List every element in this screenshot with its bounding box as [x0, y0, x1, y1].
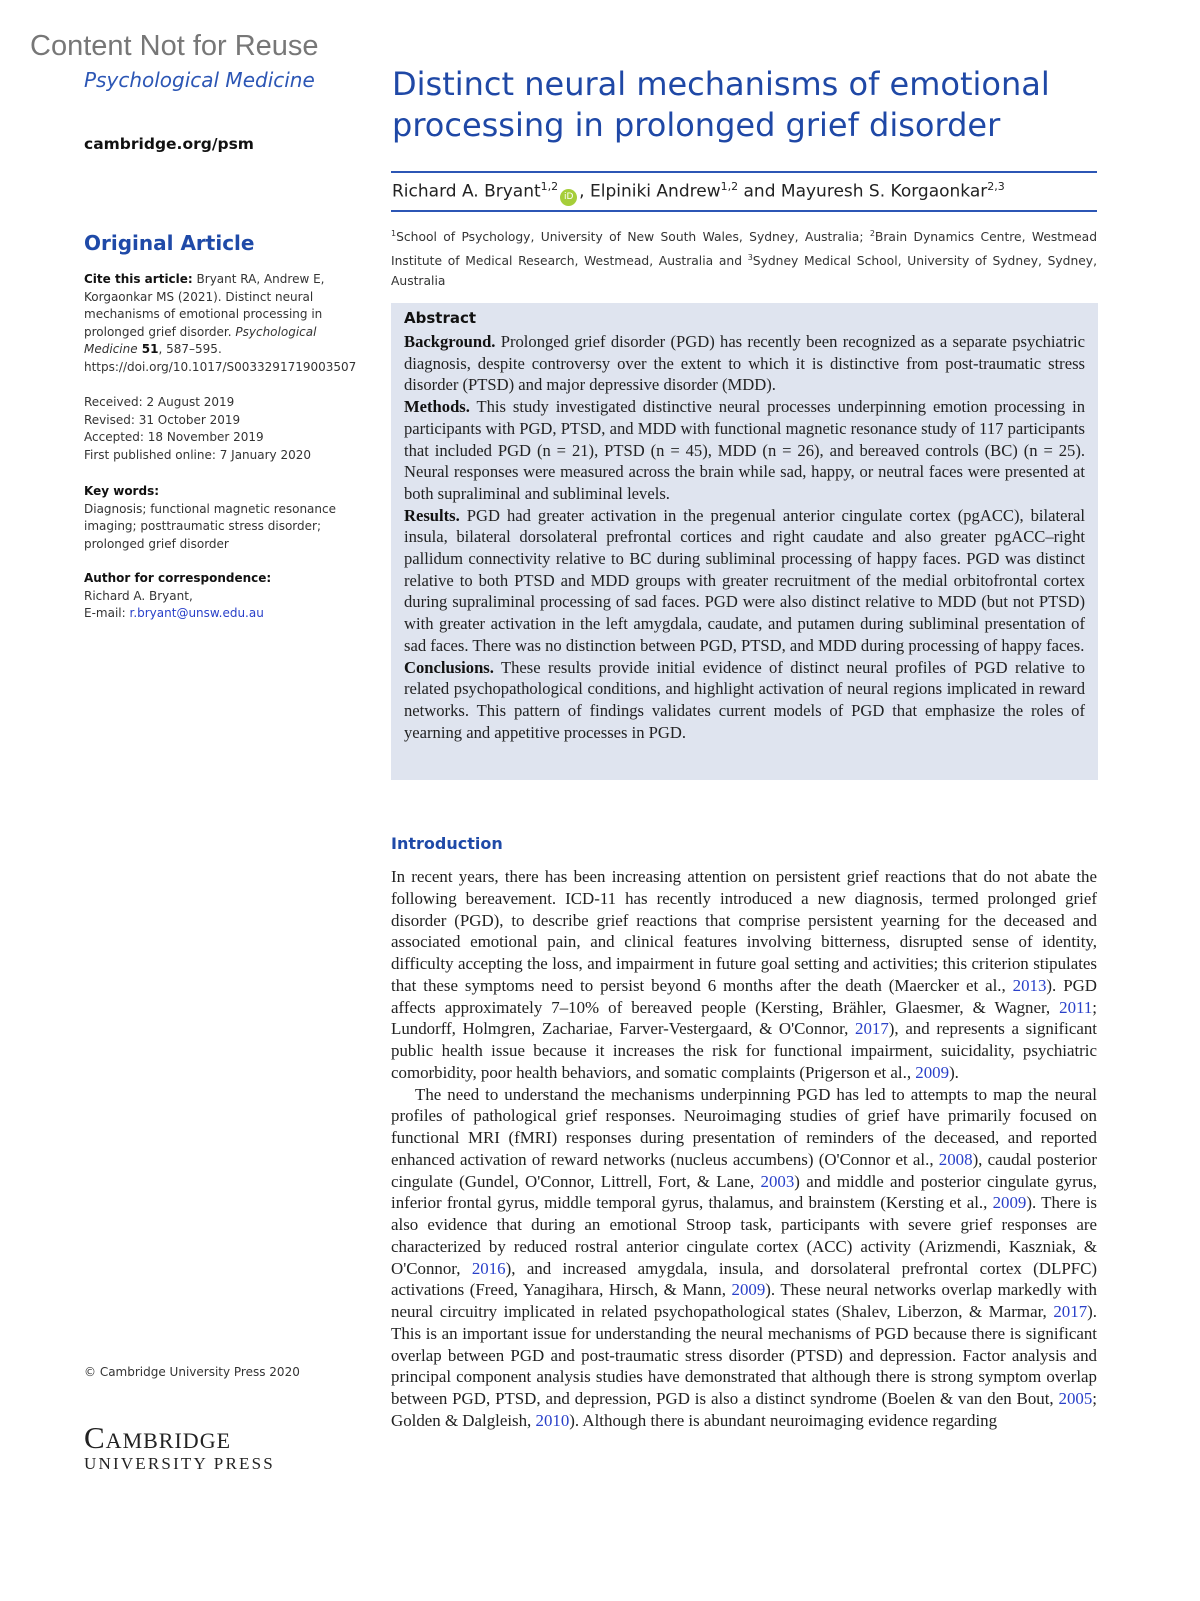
- body-text: The need to understand the mechanisms underpinning PGD has led to attempts to map the neural profiles of pathological grief responses. Neuroimaging studies of grief have primarily focused on functional MRI (fMRI) responses during presentation of reminders of the deceased, and reported enhanced activation of reward networks (nucleus accumbens) (O'Connor et al.,: [391, 1084, 1097, 1169]
- affiliations: [391, 224, 1097, 292]
- affiliation: Sydney Medical School, University of Sydney, Sydney, Australia: [391, 253, 1097, 289]
- keywords-label: Key words:: [84, 484, 160, 498]
- logo-line2: UNIVERSITY PRESS: [84, 1454, 275, 1473]
- abstract-conclusions: [404, 657, 1085, 744]
- body-text: ).: [949, 1062, 959, 1082]
- section-label: Results.: [404, 505, 460, 525]
- article-title: Distinct neural mechanisms of emotional processing in prolonged grief disorder: [392, 65, 1050, 144]
- watermark: Content Not for Reuse: [30, 30, 319, 62]
- citation-link[interactable]: 2013: [1012, 975, 1047, 995]
- citation-link[interactable]: 2009: [915, 1062, 950, 1082]
- citation-link[interactable]: 2017: [1053, 1302, 1088, 1321]
- divider: [391, 210, 1097, 212]
- abstract-box: [391, 303, 1098, 780]
- body-text: ). PGD affects approximately 7–10% of bereaved people (Kersting, Brähler, Glaesmer, & Wagner,: [391, 975, 1097, 1017]
- author-affiliation: 1,2: [720, 180, 739, 193]
- body-text: ). There is also evidence that during an emotional Stroop task, participants with severe grief responses are characterized by reduced rostral anterior cingulate cortex (ACC) activity (Arizmendi, Kaszniak, & O'Connor,: [391, 1193, 1097, 1278]
- author-name: Mayuresh S. Korgaonkar: [780, 181, 988, 202]
- body-text: ). These neural networks overlap markedly with neural circuitry implicated in related psychopathological states (Shalev, Liberzon, & Marmar,: [391, 1280, 1097, 1321]
- citation-link[interactable]: 2009: [992, 1193, 1027, 1213]
- affiliation-number: 2: [869, 229, 875, 238]
- body-text: ) and middle and posterior cingulate gyrus, inferior frontal gyrus, middle temporal gyrus, thalamus, and brainstem (Kersting et al.,: [391, 1171, 1097, 1213]
- affiliation: School of Psychology, University of New South Wales, Sydney, Australia;: [396, 230, 870, 245]
- correspondence: [84, 570, 366, 623]
- email-label: E-mail:: [84, 606, 130, 620]
- section-label: Background.: [404, 332, 496, 351]
- body-text: ), and represents a significant public health issue because it increases the risk for functional impairment, suicidality, psychiatric comorbidity, poor health behaviors, and somatic complaints (Prigerson et al.,: [391, 1019, 1097, 1082]
- section-text: Prolonged grief disorder (PGD) has recently been recognized as a separate psychiatric diagnosis, despite controversy over the extent to which it is distinctive from post-traumatic stress disorder (PTSD) and major depressive disorder (MDD).: [404, 332, 1085, 395]
- abstract-methods: [404, 396, 1085, 505]
- published-date: First published online: 7 January 2020: [84, 447, 312, 462]
- author-conjunction: and: [738, 181, 781, 202]
- received-date: Received: 2 August 2019: [84, 395, 235, 409]
- citation-link[interactable]: 2005: [1058, 1389, 1093, 1408]
- citation-label: Cite this article:: [84, 272, 193, 286]
- affiliation-number: 3: [747, 252, 753, 262]
- body-text: ). This is an important issue for understanding the neural mechanisms of PGD because there is significant overlap between PGD and post-traumatic stress disorder (PTSD) and depression. Factor analysis and principal component analysis studies have demonstrated that although there is strong symptom overlap between PGD, PTSD, and depression, PGD is also a distinct syndrome (Boelen & van den Bout,: [391, 1302, 1097, 1408]
- body-text: ), and increased amygdala, insula, and dorsolateral prefrontal cortex (DLPFC) activations (Freed, Yanagihara, Hirsch, & Mann,: [391, 1258, 1097, 1300]
- correspondence-name: Richard A. Bryant,: [84, 588, 193, 603]
- keywords-text: Diagnosis; functional magnetic resonance imaging; posttraumatic stress disorder; prolonged grief disorder: [84, 501, 336, 551]
- citation: [84, 271, 366, 376]
- citation-link[interactable]: 2008: [938, 1149, 973, 1169]
- citation-text: Bryant RA, Andrew E, Korgaonkar MS (2021). Distinct neural mechanisms of emotional processing in prolonged grief disorder.: [84, 272, 325, 339]
- citation-volume: 51: [137, 342, 159, 356]
- correspondence-label: Author for correspondence:: [84, 571, 272, 585]
- citation-link[interactable]: 2017: [855, 1019, 889, 1039]
- section-text: This study investigated distinctive neural processes underpinning emotion processing in participants with PGD, PTSD, and MDD with functional magnetic resonance study of 117 participants that included PGD (n = 21), PTSD (n = 45), MDD (n = 26), and bereaved controls (BC) (n = 25). Neural responses were measured across the brain while sad, happy, or neutral faces were presented at both supraliminal and subliminal levels.: [404, 397, 1085, 503]
- author-name: Richard A. Bryant: [392, 181, 541, 202]
- citation-link[interactable]: 2016: [471, 1258, 506, 1278]
- accepted-date: Accepted: 18 November 2019: [84, 430, 264, 444]
- body-text: ; Golden & Dalgleish,: [391, 1389, 1097, 1430]
- citation-journal: Psychological Medicine: [84, 324, 317, 356]
- author-affiliation: 2,3: [987, 180, 1005, 193]
- introduction-body: [391, 866, 1097, 1432]
- author-list: Richard A. Bryant$^{1,2}$iD , Elpiniki Andrew$^{1,2}$ and Mayuresh S. Korgaonkar$^{2,3}$: [392, 180, 1005, 206]
- body-paragraph: [391, 866, 1097, 1084]
- body-text: In recent years, there has been increasing attention on persistent grief reactions that do not abate the following bereavement. ICD-11 has recently introduced a new diagnosis, termed prolonged grief disorder (PGD), to describe grief reactions that comprise persistent yearning for the deceased and associated emotional pain, and clinical features involving bitterness, disrupted sense of identity, difficulty accepting the loss, and impairment in future goal setting and activities; this criterion stipulates that these symptoms need to persist beyond 6 months after the death (Maercker et al.,: [391, 867, 1097, 995]
- abstract-results: [404, 505, 1085, 657]
- copyright: © Cambridge University Press 2020: [84, 1365, 300, 1379]
- divider: [391, 171, 1097, 173]
- orcid-icon[interactable]: iD: [560, 189, 577, 206]
- article-dates: [84, 394, 366, 464]
- body-text: ), caudal posterior cingulate (Gundel, O'Connor, Littrell, Fort, & Lane,: [391, 1149, 1097, 1191]
- publisher-logo: [84, 1422, 275, 1474]
- abstract-background: [404, 331, 1085, 396]
- body-paragraph: [391, 1084, 1097, 1432]
- body-text: ). Although there is abundant neuroimaging evidence regarding: [569, 1410, 998, 1430]
- section-label: Methods.: [404, 397, 470, 417]
- article-type: Original Article: [84, 231, 255, 255]
- citation-doi: , 587–595. https://doi.org/10.1017/S0033291719003507: [84, 342, 357, 374]
- revised-date: Revised: 31 October 2019: [84, 412, 241, 427]
- section-label: Conclusions.: [404, 657, 494, 677]
- section-text: These results provide initial evidence of distinct neural profiles of PGD relative to related psychopathological conditions, and highlight activation of neural regions implicated in reward networks. This pattern of findings validates current models of PGD that emphasize the roles of yearning and appetitive processes in PGD.: [404, 657, 1085, 742]
- citation-link[interactable]: 2011: [1059, 997, 1093, 1017]
- citation-link[interactable]: 2003: [760, 1171, 795, 1191]
- affiliation-number: 1: [391, 229, 397, 238]
- author-affiliation: 1,2: [540, 180, 559, 193]
- affiliation: Brain Dynamics Centre, Westmead Institute of Medical Research, Westmead, Australia and: [391, 230, 1098, 268]
- journal-name: Psychological Medicine: [84, 68, 315, 92]
- author-name: Elpiniki Andrew: [589, 181, 721, 202]
- abstract-heading: Abstract: [404, 309, 477, 327]
- citation-link[interactable]: 2010: [535, 1410, 570, 1430]
- section-text: PGD had greater activation in the pregenual anterior cingulate cortex (pgACC), bilateral insula, bilateral dorsolateral prefrontal cortices and right caudate and also greater pgACC–right pallidum connectivity relative to BC during subliminal processing of happy faces. PGD was distinct relative to both PTSD and MDD groups with greater recruitment of the medial orbitofrontal cortex during supraliminal processing of sad faces. PGD were also distinct relative to MDD (but not PTSD) with greater activation in the left amygdala, caudate, and putamen during subliminal presentation of sad faces. There was no distinction between PGD, PTSD, and MDD during processing of happy faces.: [404, 505, 1085, 655]
- introduction-heading: Introduction: [391, 834, 503, 853]
- keywords: [84, 483, 366, 553]
- citation-link[interactable]: 2009: [731, 1280, 766, 1300]
- logo-line1: Cambridge: [84, 1420, 232, 1455]
- email-link[interactable]: r.bryant@unsw.edu.au: [129, 606, 264, 620]
- body-text: ; Lundorff, Holmgren, Zachariae, Farver-Vestergaard, & O'Connor,: [391, 997, 1097, 1039]
- journal-website[interactable]: cambridge.org/psm: [84, 135, 254, 153]
